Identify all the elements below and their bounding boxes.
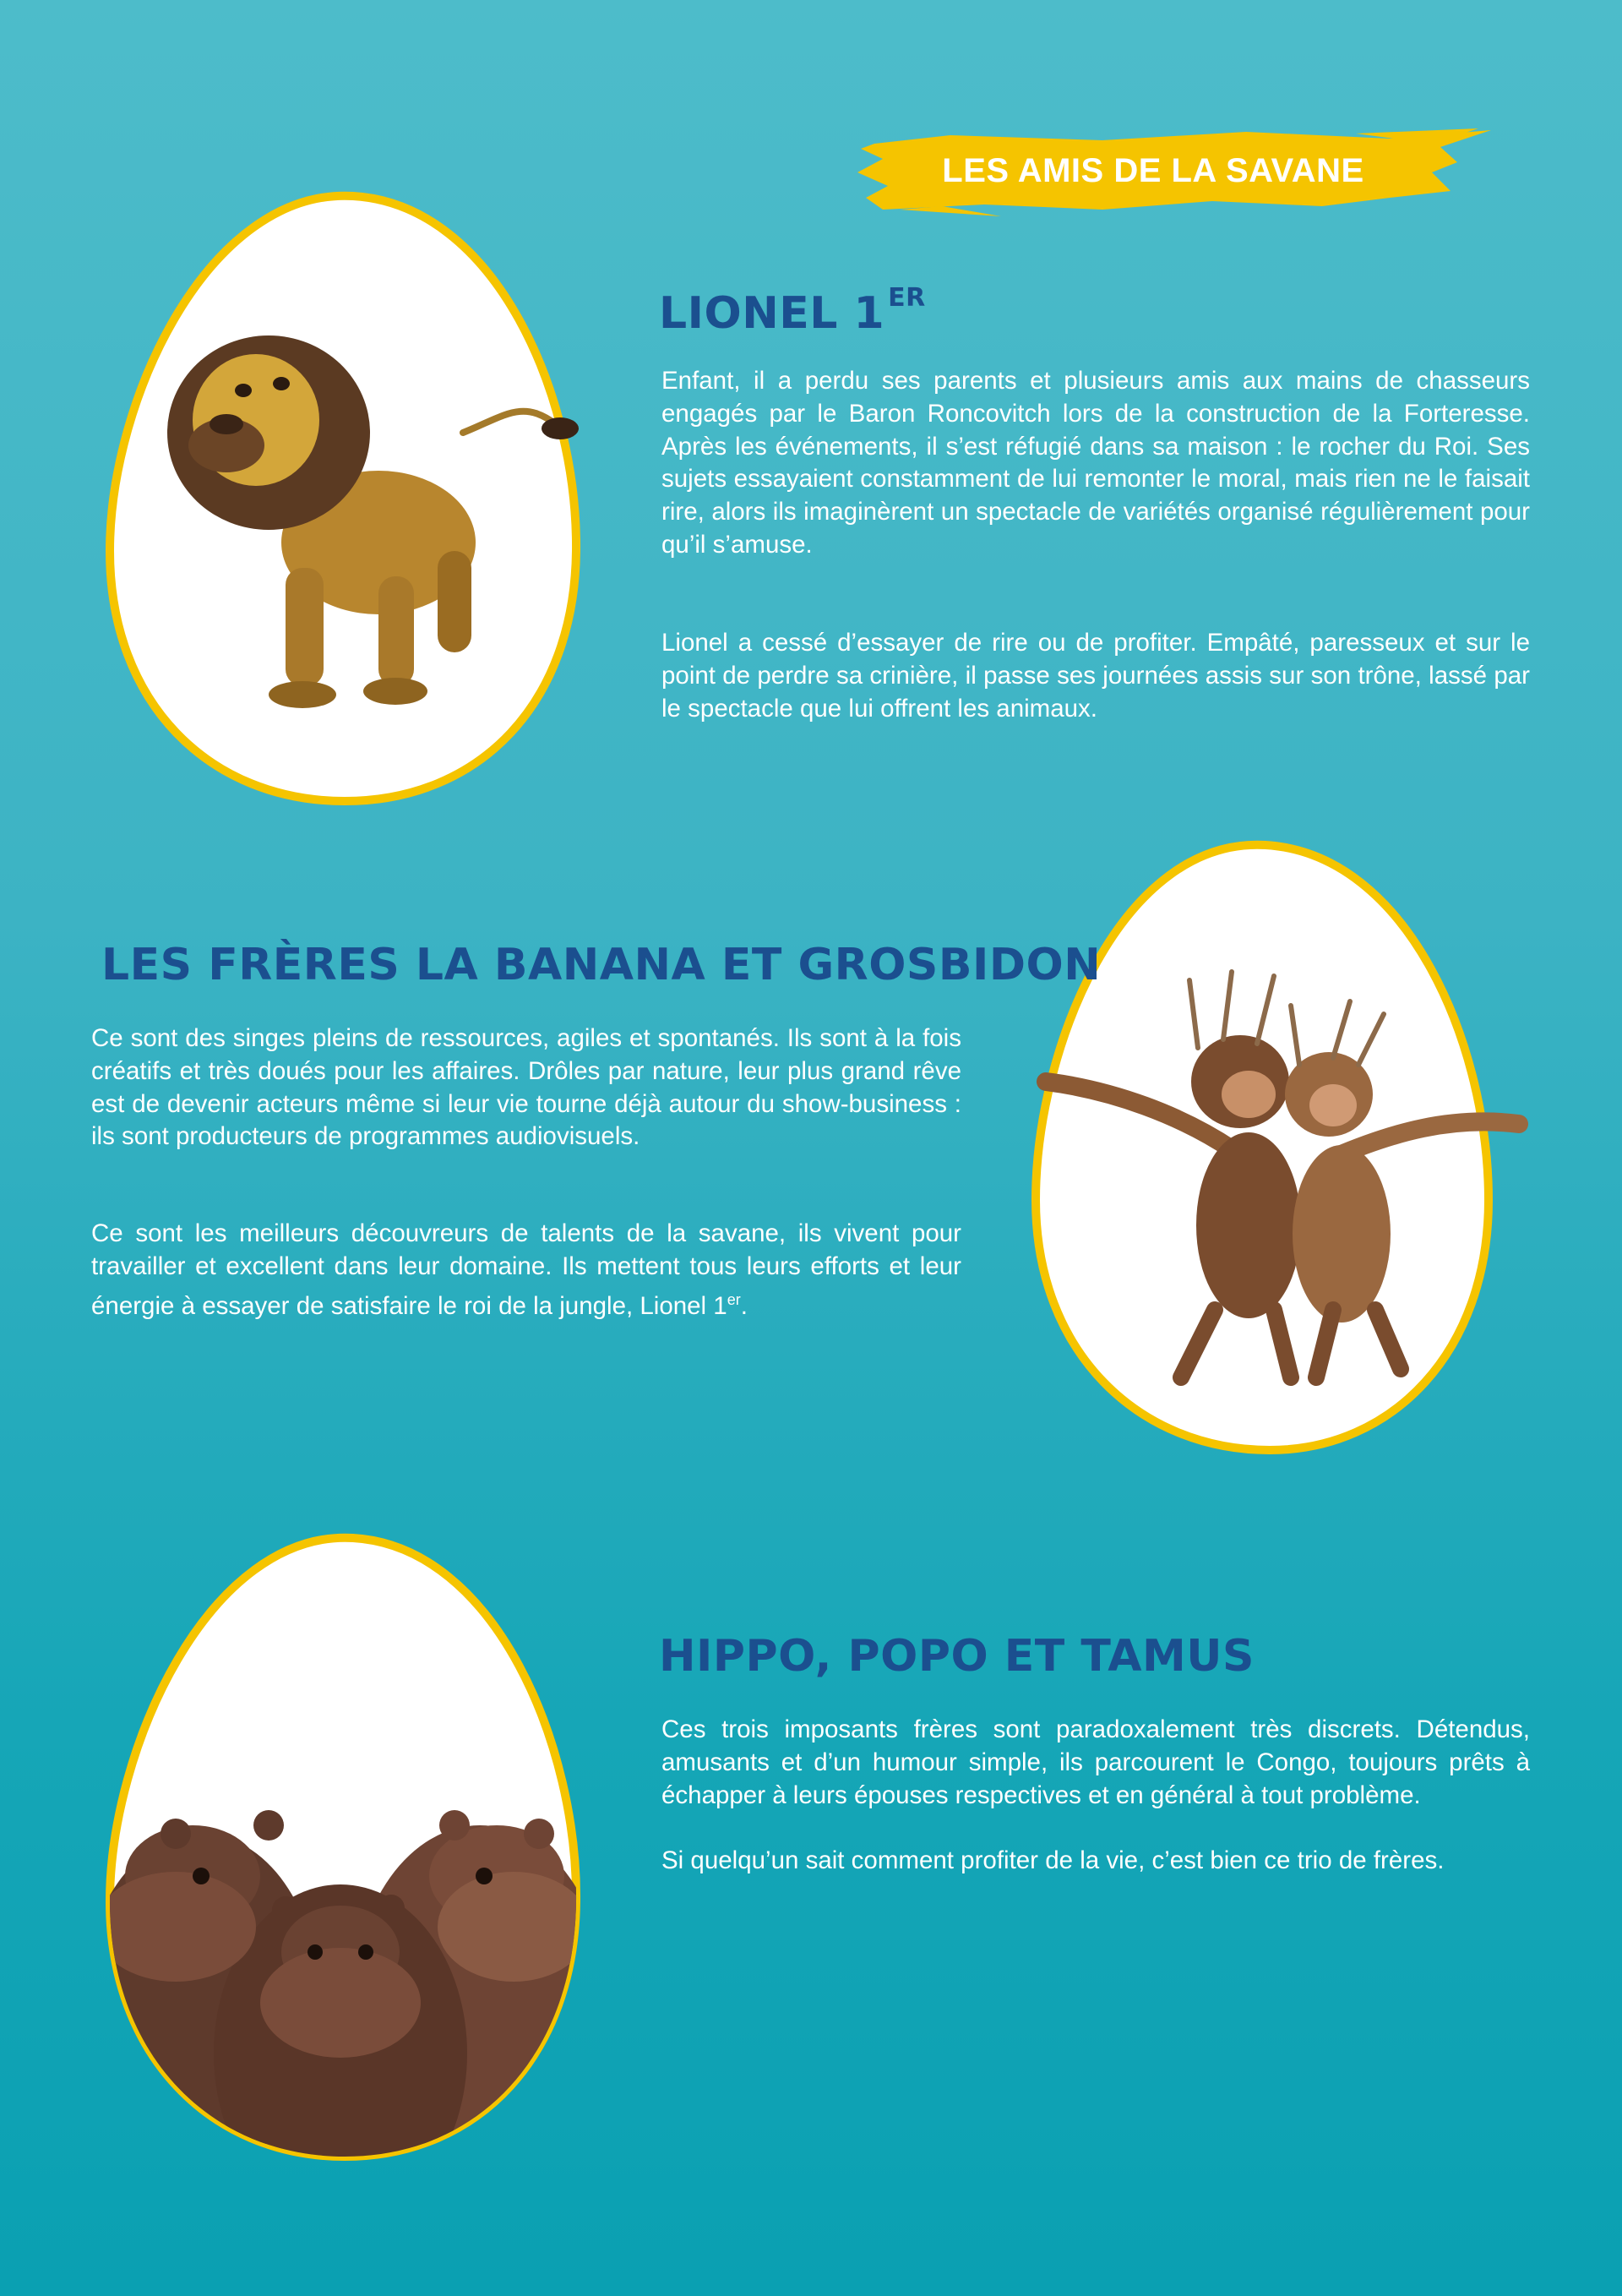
monkeys-egg-frame — [995, 837, 1546, 1459]
section-banner — [849, 118, 1491, 223]
lionel-paragraph-1: Enfant, il a perdu ses parents et plusieurs amis aux mains de chasseurs engagés par le Baron Roncovitch lors de la construction de la Forteresse. Après les événements, il s’est réfugié dans sa maison : le rocher du Roi. Ses sujets essayaient constamment de lui remonter le moral, mais rien ne le faisait rire, alors ils imaginèrent un spectacle de variétés organisé régulièrement pour qu’il s’amuse. — [661, 367, 1530, 559]
freres-paragraph-1: Ce sont des singes pleins de ressources, agiles et spontanés. Ils sont à la fois créatifs et très doués pour les affaires. Drôles par nature, leur plus grand rêve est de devenir acteurs même si leur vie tourne déjà autour du show-business : ils sont producteurs de programmes audiovisuels. — [91, 1024, 961, 1151]
section-title-lionel: LIONEL 1 $^{ER}$ — [659, 283, 926, 339]
hippos-paragraph-2: Si quelqu’un sait comment profiter de la vie, c’est bien ce trio de frères. — [661, 1846, 1445, 1874]
hippos-egg-frame — [100, 1530, 588, 2165]
freres-paragraph-2: Ce sont les meilleurs découvreurs de talents de la savane, ils vivent pour travailler et excellent dans leur domaine. Ils mettent tous leurs efforts et leur énergie à essayer de satisfaire le roi de la jungle, Lionel 1er. — [91, 1219, 961, 1320]
lionel-paragraph-2: Lionel a cessé d’essayer de rire ou de profiter. Empâté, paresseux et sur le point de perdre sa crinière, il passe ses journées assis sur son trône, lassé par le spectacle que lui offrent les animaux. — [661, 629, 1530, 723]
section-title-hippos: HIPPO, POPO ET TAMUS — [659, 1631, 1255, 1682]
section-title-freres: LES FRÈRES LA BANANA ET GROSBIDON — [101, 940, 1102, 990]
lion-egg-frame — [100, 188, 588, 810]
banner-label: LES AMIS DE LA SAVANE — [942, 151, 1364, 189]
hippos-paragraph-1: Ces trois imposants frères sont paradoxalement très discrets. Détendus, amusants et d’un humour simple, ils parcourent le Congo, toujours prêts à échapper à leurs épouses respectives et en général à tout problème. — [661, 1715, 1530, 1809]
